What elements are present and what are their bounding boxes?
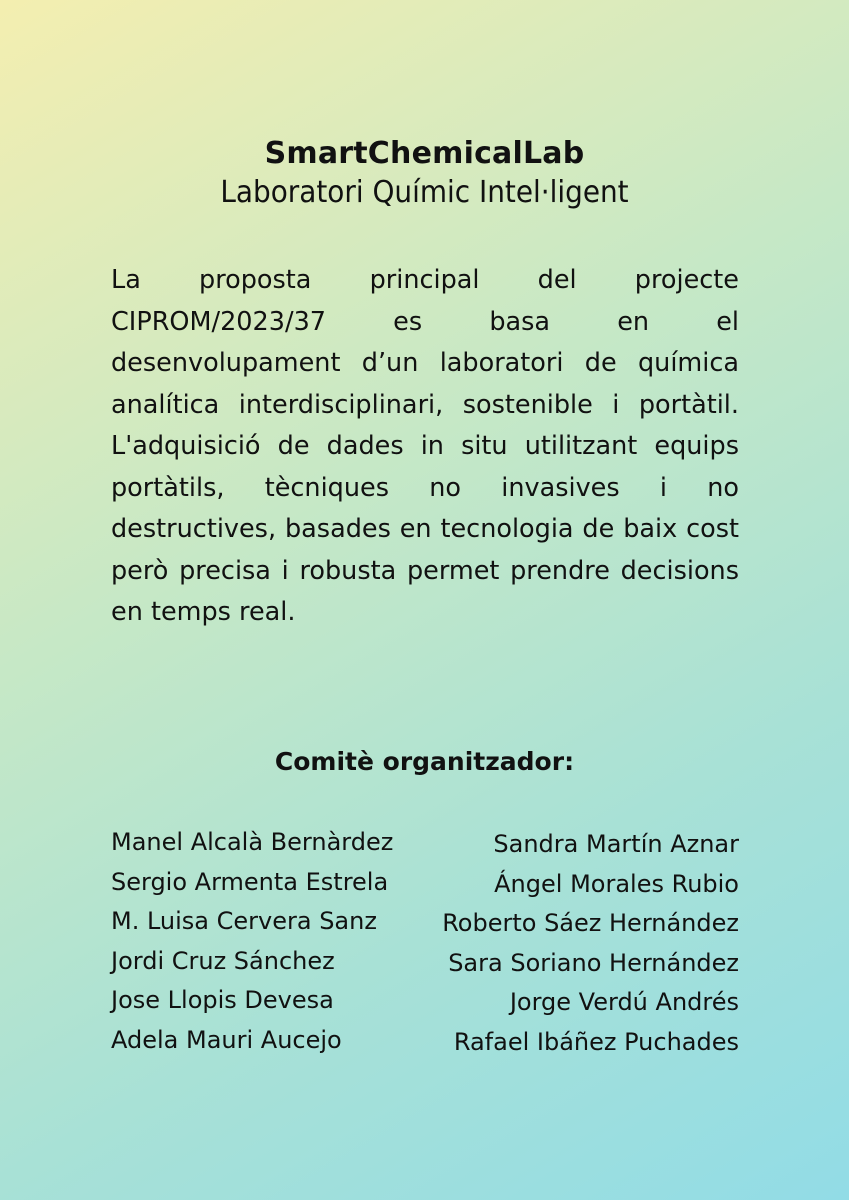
committee-member: Jorge Verdú Andrés (509, 988, 739, 1016)
committee-member: Rafael Ibáñez Puchades (453, 1027, 739, 1056)
committee-list-left (111, 823, 441, 1060)
committee-list-right (399, 825, 739, 1062)
project-title: SmartChemicalLab (264, 136, 585, 171)
committee-member: Manel Alcalà Bernàrdez (111, 828, 394, 856)
project-subtitle: Laboratori Químic Intel·ligent (220, 175, 629, 210)
committee-member: Sandra Martín Aznar (493, 830, 739, 858)
committee-member: Sara Soriano Hernández (448, 948, 739, 977)
committee-heading: Comitè organitzador: (274, 747, 575, 776)
committee-member: Roberto Sáez Hernández (442, 909, 739, 937)
committee-member: Adela Mauri Aucejo (111, 1025, 342, 1054)
committee-member: M. Luisa Cervera Sanz (111, 907, 377, 935)
committee-member: Ángel Morales Rubio (494, 869, 739, 898)
committee-member: Jose Llopis Devesa (111, 986, 334, 1014)
committee-member: Jordi Cruz Sánchez (111, 946, 335, 975)
project-description: La proposta principal del projecte CIPROM/2023/37 es basa en el desenvolupament d’un laboratori de química analítica interdisciplinari, sostenible i portàtil. L'adquisició de dades in situ utilitzant equips portàtils, tècniques no invasives i no destructives, basades en tecnologia de baix cost però precisa i robusta permet prendre decisions en temps real. (111, 265, 739, 627)
committee-member: Sergio Armenta Estrela (111, 867, 389, 896)
title-block (0, 135, 849, 213)
